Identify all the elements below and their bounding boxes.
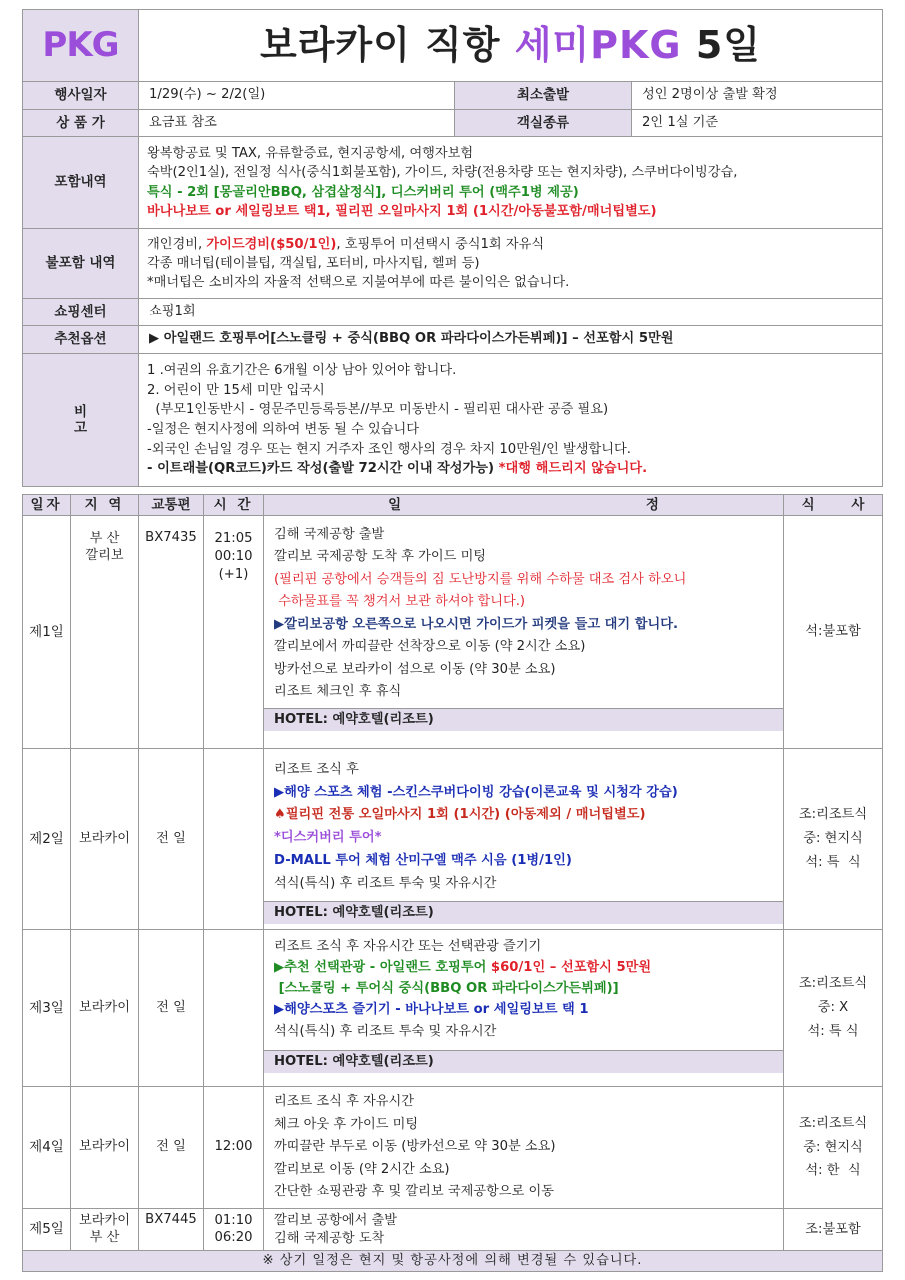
- meal-lunch: 중: 현지식: [803, 831, 863, 847]
- remark-item: -일정은 현지사정에 의하여 변동 될 수 있습니다: [147, 422, 419, 437]
- excluded-item: [147, 235, 874, 254]
- info-table: [22, 81, 883, 487]
- region-to: 부 산: [89, 1229, 120, 1245]
- meal-lunch: 중: 현지식: [803, 1139, 863, 1155]
- itinerary-line: 깔리보로 이동 (약 2시간 소요): [274, 1161, 450, 1177]
- day-label: 제4일: [23, 1087, 71, 1209]
- meal-dinner: 석: 한 식: [805, 1163, 861, 1179]
- remark-item: -외국인 손님일 경우 또는 현지 거주자 조인 행사의 경우 차지 10만원/인 발생합니다.: [147, 441, 631, 457]
- title-accent: 세미PKG: [514, 23, 682, 68]
- col-region: 지 역: [71, 495, 139, 516]
- itinerary-line: 리조트 조식 후: [274, 762, 359, 777]
- itinerary-line: 리조트 조식 후 자유시간: [274, 1094, 414, 1110]
- meal: [784, 1087, 883, 1209]
- itinerary-line: 김해 국제공항 출발: [274, 527, 385, 542]
- itinerary-line: 석식(특식) 후 리조트 투숙 및 자유시간: [274, 875, 497, 891]
- itinerary-line: 간단한 쇼핑관광 후 및 깔리보 국제공항으로 이동: [274, 1184, 554, 1200]
- region-from: 부 산: [89, 531, 120, 546]
- itinerary-cell: [264, 1209, 784, 1251]
- transport: BX7435: [139, 516, 204, 749]
- itinerary-line: ♠필리핀 전통 오일마사지 1회 (1시간) (아동제외 / 매너팁별도): [274, 807, 646, 823]
- hotel-bar: HOTEL: 예약호텔(리조트): [264, 901, 783, 924]
- itinerary-line: 김해 국제공항 도착: [274, 1230, 385, 1246]
- col-day: 일자: [23, 495, 71, 516]
- region-to: 깔리보: [85, 548, 124, 564]
- meal-dinner: 석: 특 식: [807, 1023, 859, 1039]
- meal: [784, 930, 883, 1087]
- itinerary-line: [스노쿨링 + 투어식 중식(BBQ OR 파라다이스가든뷔페)]: [274, 981, 619, 997]
- remark-item: (부모1인동반시 - 영문주민등록등본//부모 미동반시 - 필리핀 대사관 공증 필요): [147, 402, 609, 418]
- min-depart: 성인 2명이상 출발 확정: [632, 82, 883, 110]
- included-item: 숙박(2인1실), 전일정 식사(중식1회불포함), 가이드, 차량(전용차량 또는 현지차량), 스쿠버다이빙강습,: [147, 165, 738, 181]
- day-label: 제2일: [23, 749, 71, 930]
- itinerary-line: 방카선으로 보라카이 섬으로 이동 (약 30분 소요): [274, 661, 556, 677]
- itinerary-line: 수하물표를 꼭 챙겨서 보관 하셔야 합니다.): [274, 594, 526, 610]
- itinerary-line: (필리핀 공항에서 승객들의 짐 도난방지를 위해 수하물 대조 검사 하오니: [274, 571, 687, 587]
- meal-dinner: 석: 특 식: [805, 854, 861, 870]
- time: [204, 749, 264, 930]
- itinerary-cell: [264, 1087, 784, 1209]
- travel-date-label: 행사일자: [23, 82, 139, 110]
- room-type: 2인 1실 기준: [632, 110, 883, 137]
- region: [71, 1209, 139, 1251]
- itinerary-line: 석식(특식) 후 리조트 투숙 및 자유시간: [274, 1023, 497, 1039]
- remarks-label: 비 고: [23, 354, 139, 487]
- itinerary-line: 리조트 조식 후 자유시간 또는 선택관광 즐기기: [274, 939, 542, 954]
- time-arrive: 06:20: [214, 1229, 253, 1245]
- day-row: [23, 516, 883, 749]
- min-depart-label: 최소출발: [455, 82, 632, 110]
- region: 보라카이: [71, 930, 139, 1087]
- meal-breakfast: 조:리조트식: [798, 1115, 868, 1131]
- time-depart: 21:05: [214, 531, 253, 546]
- region: [71, 516, 139, 749]
- day-label: 제1일: [23, 516, 71, 749]
- itinerary-cell: [264, 749, 784, 930]
- day-row: [23, 930, 883, 1087]
- day-label: 제5일: [23, 1209, 71, 1251]
- itinerary-line: *디스커버리 투어*: [274, 830, 382, 846]
- recommended-option: ▶ 아일랜드 호핑투어[스노클링 + 중식(BBQ OR 파라다이스가든뷔페)] – 선포함시 5만원: [139, 326, 883, 354]
- price: 요금표 참조: [139, 110, 455, 137]
- time-depart: 01:10: [214, 1213, 253, 1228]
- etravel-note: - 이트래블(QR코드)카드 작성(출발 72시간 이내 작성가능): [147, 461, 499, 477]
- meal: [784, 516, 883, 749]
- itinerary-line: 깔리보 공항에서 출발: [274, 1212, 398, 1228]
- meal: [784, 1209, 883, 1251]
- price-label: 상 품 가: [23, 110, 139, 137]
- itinerary-line: [274, 957, 773, 978]
- itinerary-line: ▶해양스포츠 즐기기 - 바나나보트 or 세일링보트 택 1: [274, 1002, 589, 1018]
- itinerary-cell: [264, 930, 784, 1087]
- page-title: [139, 10, 883, 82]
- excluded-item: *매너팁은 소비자의 자율적 선택으로 지불여부에 따른 불이익은 없습니다.: [147, 275, 570, 291]
- meal: [784, 749, 883, 930]
- time: [204, 516, 264, 749]
- transport: 전 일: [139, 1087, 204, 1209]
- itinerary-line: D-MALL 투어 체험 산미구엘 맥주 시음 (1병/1인): [274, 852, 572, 868]
- shopping-label: 쇼핑센터: [23, 299, 139, 326]
- footer-note: ※ 상기 일정은 현지 및 항공사정에 의해 변경될 수 있습니다.: [23, 1251, 883, 1272]
- title-tail: 5일: [681, 23, 761, 68]
- day-row: [23, 1209, 883, 1251]
- remark-item: 1 .여권의 유효기간은 6개월 이상 남아 있어야 합니다.: [147, 363, 457, 379]
- hotel-bar: HOTEL: 예약호텔(리조트): [264, 708, 783, 731]
- itinerary-cell: [264, 516, 784, 749]
- itinerary-line: ▶해양 스포츠 체험 -스킨스쿠버다이빙 강습(이론교육 및 시청각 강습): [274, 784, 678, 800]
- itinerary-line: 리조트 체크인 후 휴식: [274, 684, 402, 700]
- transport: BX7445: [139, 1209, 204, 1251]
- remark-item: 2. 어린이 만 15세 미만 입국시: [147, 382, 325, 398]
- excluded-label: 불포함 내역: [23, 229, 139, 299]
- travel-date: 1/29(수) ~ 2/2(일): [139, 82, 455, 110]
- meal-dinner: 석:불포함: [805, 624, 861, 640]
- header-table: [22, 9, 883, 82]
- excluded-text: , 호핑투어 미션택시 중식1회 자유식: [336, 236, 545, 252]
- no-proxy-note: *대행 해드리지 않습니다.: [498, 461, 648, 477]
- shopping: 쇼핑1회: [139, 299, 883, 326]
- time: 12:00: [204, 1087, 264, 1209]
- meal-lunch: 중: X: [817, 1000, 849, 1016]
- remark-item: [147, 459, 874, 479]
- time: [204, 1209, 264, 1251]
- itinerary-line: ▶깔리보공항 오른쪽으로 나오시면 가이드가 피켓을 들고 대기 합니다.: [274, 616, 678, 632]
- meal-breakfast: 조:불포함: [805, 1221, 861, 1237]
- hotel-bar: HOTEL: 예약호텔(리조트): [264, 1050, 783, 1073]
- meal-breakfast: 조:리조트식: [798, 807, 868, 823]
- included-label: 포함내역: [23, 137, 139, 229]
- included-item: 특식 - 2회 [몽골리안BBQ, 삼겹살정식], 디스커버리 투어 (맥주1병 제공): [147, 184, 579, 200]
- time-next-day: (+1): [218, 566, 249, 582]
- included-item: 왕복항공료 및 TAX, 유류할증료, 현지공항세, 여행자보험: [147, 146, 474, 162]
- region: 보라카이: [71, 1087, 139, 1209]
- time-arrive: 00:10: [214, 548, 253, 564]
- included-list: [139, 137, 883, 229]
- excluded-list: [139, 229, 883, 299]
- room-label: 객실종류: [455, 110, 632, 137]
- guide-fee: 가이드경비($50/1인): [206, 236, 337, 252]
- transport: 전 일: [139, 749, 204, 930]
- itinerary-line: 깔리보 국제공항 도착 후 가이드 미팅: [274, 549, 487, 565]
- itinerary-line: 체크 아웃 후 가이드 미팅: [274, 1116, 419, 1132]
- pkg-badge: PKG: [23, 10, 139, 82]
- region: 보라카이: [71, 749, 139, 930]
- option-label: 추천옵션: [23, 326, 139, 354]
- transport: 전 일: [139, 930, 204, 1087]
- itinerary-line: 깔리보에서 까띠끌란 선착장으로 이동 (약 2시간 소요): [274, 639, 586, 655]
- excluded-text: 개인경비,: [147, 236, 207, 252]
- col-transport: 교통편: [139, 495, 204, 516]
- remarks-list: [139, 354, 883, 487]
- day-row: [23, 1087, 883, 1209]
- option-price: $60/1인 – 선포함시 5만원: [490, 960, 652, 976]
- col-time: 시 간: [204, 495, 264, 516]
- schedule-table: [22, 494, 883, 1272]
- col-itinerary: 일 정: [264, 495, 784, 516]
- time: [204, 930, 264, 1087]
- option-tour: ▶추천 선택관광 - 아일랜드 호핑투어: [274, 960, 491, 976]
- meal-breakfast: 조:리조트식: [798, 976, 868, 992]
- itinerary-line: 까띠끌란 부두로 이동 (방카선으로 약 30분 소요): [274, 1139, 556, 1155]
- day-label: 제3일: [23, 930, 71, 1087]
- excluded-item: 각종 매너팁(테이블팁, 객실팁, 포터비, 마사지팁, 헬퍼 등): [147, 255, 480, 271]
- col-meal: 식 사: [784, 495, 883, 516]
- included-item: 바나나보트 or 세일링보트 택1, 필리핀 오일마사지 1회 (1시간/아동불포함/매너팁별도): [147, 203, 657, 219]
- day-row: [23, 749, 883, 930]
- region-from: 보라카이: [79, 1213, 130, 1228]
- title-main: 보라카이 직항: [259, 23, 515, 68]
